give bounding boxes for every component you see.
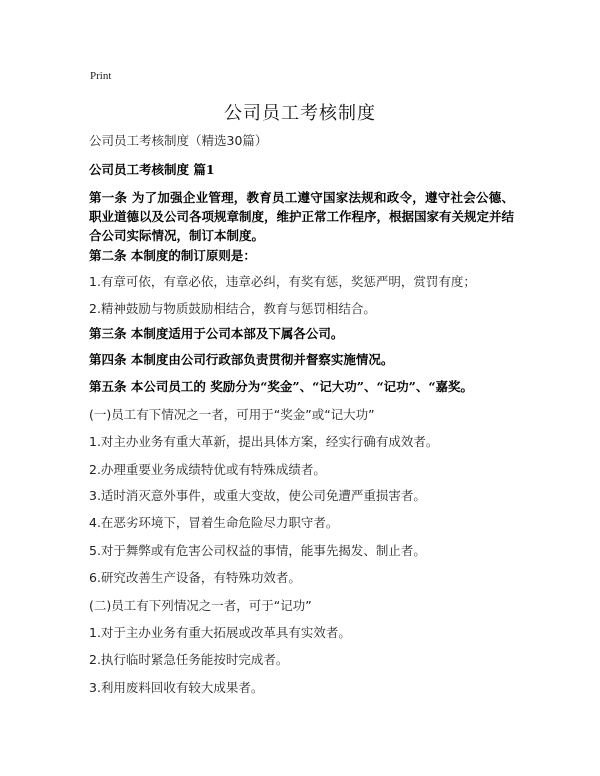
list-item: 2.办理重要业务成绩特优或有特殊成绩者。 xyxy=(89,462,326,477)
subsection-2-heading: (二)员工有下列情况之一者，可于“记功” xyxy=(89,598,312,613)
article-3: 第三条 本制度适用于公司本部及下属各公司。 xyxy=(89,326,344,341)
list-item: 2.执行临时紧急任务能按时完成者。 xyxy=(89,652,289,667)
article-5: 第五条 本公司员工的 奖励分为“奖金”、“记大功”、“记功”、“嘉奖。 xyxy=(89,379,474,394)
list-item: 4.在恶劣环境下，冒着生命危险尽力职守者。 xyxy=(89,515,339,530)
article-2: 第二条 本制度的制订原则是： xyxy=(89,248,256,263)
list-item: 1.对于主办业务有重大拓展或改革具有实效者。 xyxy=(89,625,351,640)
list-item: 6.研究改善生产设备，有特殊功效者。 xyxy=(89,570,301,585)
principle-1: 1.有章可依，有章必依，违章必纠，有奖有惩，奖惩严明，赏罚有度； xyxy=(89,274,476,289)
subsection-1-heading: (一)员工有下情况之一者，可用于“奖金”或“记大功” xyxy=(89,407,375,422)
principle-2: 2.精神鼓励与物质鼓励相结合，教育与惩罚相结合。 xyxy=(89,301,376,316)
list-item: 3.利用废料回收有较大成果者。 xyxy=(89,680,264,695)
list-item: 5.对于舞弊或有危害公司权益的事情，能事先揭发、制止者。 xyxy=(89,543,426,558)
section-heading: 公司员工考核制度 篇1 xyxy=(89,162,215,177)
article-4: 第四条 本制度由公司行政部负责贯彻并督察实施情况。 xyxy=(89,352,394,367)
print-label: Print xyxy=(90,70,112,82)
list-item: 1.对主办业务有重大革新，提出具体方案，经实行确有成效者。 xyxy=(89,434,439,449)
list-item: 3.适时消灭意外事件，或重大变故，使公司免遭严重损害者。 xyxy=(89,488,426,503)
page-title: 公司员工考核制度 xyxy=(224,103,376,124)
article-1: 第一条 为了加强企业管理，教育员工遵守国家法规和政令，遵守社会公德、职业道德以及公司各项规章制度，维护正常工作程序，根据国家有关规定并结合公司实际情况，制订本制度。 xyxy=(89,190,515,243)
document-subtitle: 公司员工考核制度（精选30篇） xyxy=(89,133,268,148)
